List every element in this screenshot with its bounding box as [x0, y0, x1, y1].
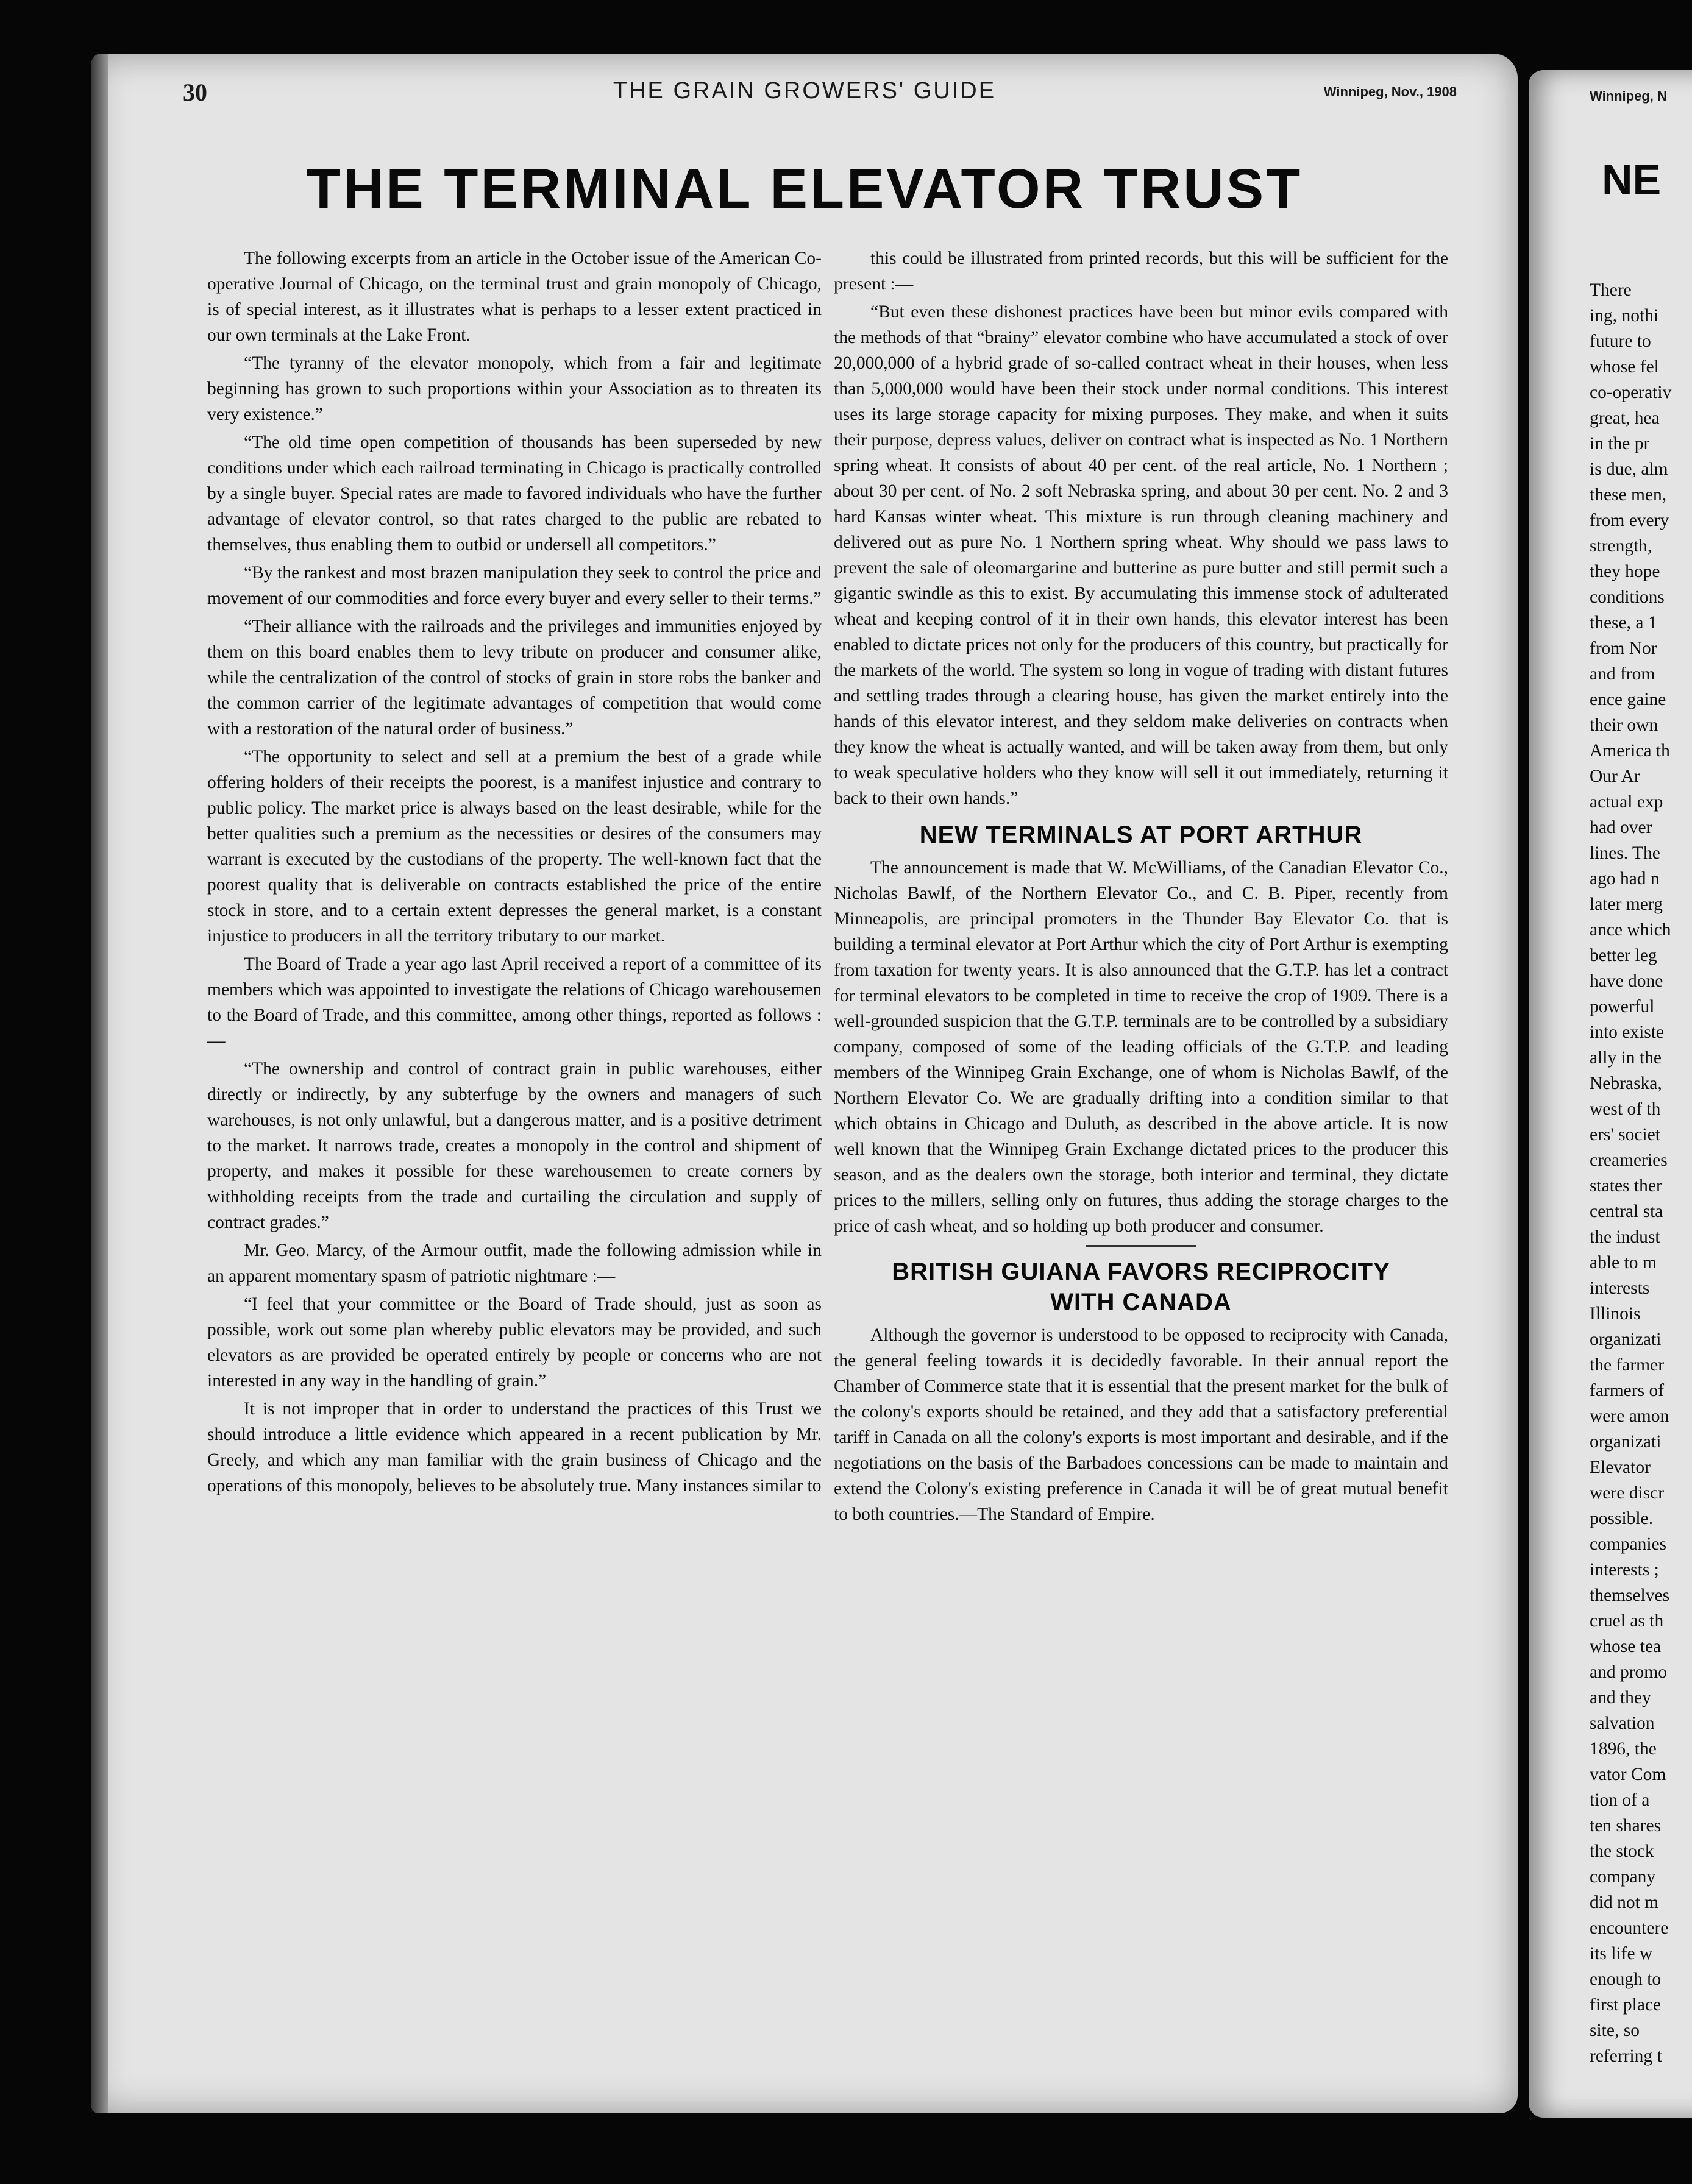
paragraph: “The tyranny of the elevator monopoly, which from a fair and legitimate beginning has grown to such proportions within your Association as to threaten its very existence.”	[207, 353, 822, 424]
paragraph: “Their alliance with the railroads and the privileges and immunities enjoyed by them on this board enables them to levy tribute on producer and consumer alike, while the centralization of the control of stocks of grain in store robs the banker and the common carrier of the legitimate advantages of competition that would come with a restoration of the natural order of business.”	[207, 617, 822, 739]
next-page-line: these, a 1	[1590, 613, 1657, 633]
next-page-line: central sta	[1590, 1202, 1663, 1221]
section-title-guiana	[834, 1257, 1448, 1317]
paragraph: Mr. Geo. Marcy, of the Armour outfit, made the following admission while in an apparent momentary spasm of patriotic nightmare :—	[207, 1241, 822, 1286]
next-page-line: Elevator	[1590, 1458, 1651, 1477]
next-page-line: were amon	[1590, 1406, 1669, 1426]
next-page-line: ally in the	[1590, 1048, 1662, 1068]
next-page-line: they hope	[1590, 562, 1660, 581]
next-page-line: the indust	[1590, 1227, 1660, 1247]
paragraph: The announcement is made that W. McWilliams, of the Canadian Elevator Co., Nicholas Bawlf, of the Northern Elevator Co., and C. B. Piper, recently from Minneapolis, are principal promoters in the Thunder Bay Elevator Co. that is building a terminal elevator at Port Arthur which the city of Port Arthur is exempting from taxation for twenty years. It is also announced that the G.T.P. has let a contract for terminal elevators to be completed in time to receive the crop of 1909. There is a well-grounded suspicion that the G.T.P. terminals are to be controlled by a subsidiary company, composed of some of the leading officials of the G.T.P. and leading members of the Winnipeg Grain Exchange, one of whom is Nicholas Bawlf, of the Northern Elevator Co. We are gradually drifting into a condition similar to that which obtains in Chicago and Duluth, as described in the above article. It is now well known that the Winnipeg Grain Exchange dictated prices to the producer this season, and as the dealers own the storage, both interior and terminal, they dictate prices to the millers, selling only on futures, thus adding the storage charges to the price of cash wheat, and so holding up both producer and consumer.	[834, 858, 1448, 1236]
next-page-line: ance which	[1590, 920, 1671, 940]
next-page-line: creameries	[1590, 1150, 1668, 1170]
next-page-line: referring t	[1590, 2046, 1662, 2066]
page-gutter	[91, 54, 108, 2113]
next-page-line: organizati	[1590, 1432, 1662, 1452]
next-page-line: tion of a	[1590, 1790, 1650, 1810]
next-page-line: There	[1590, 280, 1632, 300]
next-page-line: Illinois	[1590, 1304, 1641, 1324]
next-page-line: farmers of	[1590, 1381, 1665, 1400]
next-page-line: from every	[1590, 511, 1669, 530]
next-page-line: site, so	[1590, 2021, 1640, 2040]
next-page-line: Nebraska,	[1590, 1074, 1662, 1093]
right-column	[834, 246, 1448, 1530]
next-page-line: America th	[1590, 741, 1670, 760]
next-page-line: whose fel	[1590, 357, 1659, 377]
next-page-line: and from	[1590, 664, 1655, 684]
paragraph: It is not improper that in order to understand the practices of this Trust we should introduce a little evidence which appeared in a recent publication by Mr. Greely, and which any man familiar with the grain business of Chicago and the operations of this monopoly, believes to be absolutely true. Many instances similar to	[207, 1399, 822, 1495]
next-page-line: encountere	[1590, 1918, 1669, 1938]
issue-date: Winnipeg, Nov., 1908	[1323, 84, 1457, 99]
next-page-line: were discr	[1590, 1483, 1665, 1503]
next-page-line: actual exp	[1590, 792, 1663, 812]
next-page-line: ence gaine	[1590, 690, 1666, 709]
section-title-line: WITH CANADA	[1050, 1289, 1232, 1316]
paragraph: “But even these dishonest practices have been but minor evils compared with the methods of that “brainy” elevator combine who have accumulated a stock of over 20,000,000 of a hybrid grade of so-called contract wheat in their houses, when less than 5,000,000 would have been their stock under normal conditions. This interest uses its large storage capacity for mixing purposes. They make, and when it suits their purpose, depress values, deliver on contract what is inspected as No. 1 Northern spring wheat. It consists of about 40 per cent. of the real article, No. 1 Northern ; about 30 per cent. of No. 2 soft Nebraska spring, and about 30 per cent. No. 2 and 3 hard Kansas winter wheat. This mixture is run through cleaning machinery and delivered out as pure No. 1 Northern spring wheat. Why should we pass laws to prevent the sale of oleomargarine and butterine as pure butter and still permit such a gigantic swindle as this to exist. By accumulating this immense stock of adulterated wheat and keeping control of it in their own hands, this elevator interest has been enabled to dictate prices not only for the producers of this country, but practically for the markets of the world. The system so long in vogue of trading with distant futures and settling trades through a clearing house, has given the market entirely into the hands of this elevator interest, and they seldom make deliveries on contracts when they know the wheat is actually wanted, and will be taken away from them, but only to weak speculative holders who they know will sell it out immediately, returning it back to their own hands.”	[834, 302, 1448, 808]
next-page-line: later merg	[1590, 895, 1663, 914]
paragraph: “The opportunity to select and sell at a premium the best of a grade while offering holders of their receipts the poorest, is a manifest injustice and contrary to public policy. The market price is always based on the least desirable, while for the better qualities such a premium as the necessities or desires of the consumers may warrant is executed by the custodians of the property. The well-known fact that the poorest quality that is deliverable on contracts established the price of the entire stock in store, and to a certain extent depresses the general market, is a constant injustice to producers in all the territory tributary to our market.	[207, 747, 822, 946]
next-page-line: interests ;	[1590, 1560, 1659, 1580]
next-page-line: powerful	[1590, 997, 1655, 1016]
next-page-line: did not m	[1590, 1893, 1659, 1912]
next-page-line: companies	[1590, 1534, 1667, 1554]
paragraph: Although the governor is understood to be opposed to reciprocity with Canada, the general feeling towards it is decidedly favorable. In their annual report the Chamber of Commerce state that it is essential that the present market for the bulk of the colony's exports should be retained, and they add that a satisfactory preferential tariff in Canada on all the colony's exports is most important and desirable, and if the negotiations on the basis of the Barbadoes concessions can be made to maintain and extend the Colony's existing preference in Canada it will be of great mutual benefit to both countries.—The Standard of Empire.	[834, 1325, 1448, 1524]
next-page-line: have done	[1590, 971, 1663, 991]
next-page-line: ago had n	[1590, 869, 1660, 888]
next-page-line: strength,	[1590, 536, 1652, 556]
next-page-edge	[1529, 70, 1692, 2118]
paragraph: “By the rankest and most brazen manipulation they seek to control the price and movement of our commodities and force every buyer and every seller to their terms.”	[207, 563, 822, 608]
next-page-header: Winnipeg, N	[1590, 88, 1667, 104]
next-page-line: first place	[1590, 1995, 1662, 2015]
paragraph: The Board of Trade a year ago last April received a report of a committee of its members which was appointed to investigate the relations of Chicago warehousemen to the Board of Trade, and this committee, among other things, reported as follows :—	[207, 954, 822, 1051]
next-page-line: its life w	[1590, 1944, 1653, 1963]
next-page-line: and promo	[1590, 1662, 1667, 1682]
next-page-line: possible.	[1590, 1509, 1654, 1528]
article-title: THE TERMINAL ELEVATOR TRUST	[306, 158, 1303, 220]
next-page-line: organizati	[1590, 1330, 1662, 1349]
paragraph: “The old time open competition of thousands has been superseded by new conditions under which each railroad terminating in Chicago is practically controlled by a single buyer. Special rates are made to favored individuals who have the further advantage of elevator control, so that rates charged to the public are rebated to themselves, thus enabling them to outbid or undersell all competitors.”	[207, 433, 822, 555]
next-page-line: ers' societ	[1590, 1125, 1660, 1144]
next-page-line: salvation	[1590, 1714, 1655, 1733]
next-page-line: the farmer	[1590, 1355, 1665, 1375]
next-page-line: co-operativ	[1590, 383, 1672, 402]
next-page-line: lines. The	[1590, 843, 1660, 863]
left-column	[207, 246, 822, 1501]
next-page-line: in the pr	[1590, 434, 1650, 453]
next-page-line: had over	[1590, 818, 1652, 837]
next-page-line: 1896, the	[1590, 1739, 1657, 1759]
section-title-line: BRITISH GUIANA FAVORS RECIPROCITY	[892, 1258, 1390, 1285]
next-page-line: whose tea	[1590, 1637, 1662, 1656]
section-divider	[1086, 1245, 1196, 1247]
next-page-line: states ther	[1590, 1176, 1662, 1196]
next-page-line: future to	[1590, 332, 1651, 351]
next-page-line: and they	[1590, 1688, 1651, 1707]
next-page-line: cruel as th	[1590, 1611, 1664, 1631]
next-page-line: conditions	[1590, 587, 1665, 607]
next-page-line: interests	[1590, 1278, 1650, 1298]
newspaper-masthead: THE GRAIN GROWERS' GUIDE	[613, 78, 997, 104]
next-page-text	[1590, 277, 1671, 2069]
next-page-line: their own	[1590, 715, 1658, 735]
next-page-line: into existe	[1590, 1023, 1665, 1042]
section-title-port-arthur: NEW TERMINALS AT PORT ARTHUR	[919, 821, 1363, 848]
next-page-line: great, hea	[1590, 408, 1660, 428]
next-page-line: better leg	[1590, 946, 1657, 965]
paragraph: The following excerpts from an article in the October issue of the American Co-operative Journal of Chicago, on the terminal trust and grain monopoly of Chicago, is of special interest, as it illustrates what is perhaps to a lesser extent practiced in our own terminals at the Lake Front.	[207, 249, 822, 345]
next-page-line: enough to	[1590, 1970, 1662, 1989]
page-number: 30	[183, 79, 207, 106]
next-page-line: Our Ar	[1590, 767, 1640, 786]
next-page-line: west of th	[1590, 1099, 1661, 1119]
next-page-line: is due, alm	[1590, 459, 1668, 479]
newspaper-page	[91, 54, 1518, 2113]
paragraph: this could be illustrated from printed records, but this will be sufficient for the present :—	[834, 249, 1448, 294]
next-page-line: vator Com	[1590, 1765, 1666, 1784]
next-page-line: themselves	[1590, 1586, 1670, 1605]
next-page-line: the stock	[1590, 1842, 1654, 1861]
next-page-line: these men,	[1590, 485, 1667, 505]
paragraph: “The ownership and control of contract grain in public warehouses, either directly or indirectly, by any subterfuge by the owners and managers of such warehouses, is not only unlawful, but a dangerous matter, and is a positive detriment to the market. It narrows trade, creates a monopoly in the control and shipment of property, and makes it possible for these warehousemen to create corners by withholding receipts from the trade and curtailing the circulation and supply of contract grades.”	[207, 1059, 822, 1232]
next-page-title: NE	[1602, 156, 1662, 204]
paragraph: “I feel that your committee or the Board of Trade should, just as soon as possible, work out some plan whereby public elevators may be provided, and such elevators as are provided be operated entirely by people or concerns who are not interested in any way in the handling of grain.”	[207, 1294, 822, 1391]
next-page-line: ing, nothi	[1590, 306, 1659, 325]
next-page-line: from Nor	[1590, 639, 1657, 658]
next-page-line: company	[1590, 1867, 1656, 1887]
next-page-line: ten shares	[1590, 1816, 1662, 1835]
next-page-line: able to m	[1590, 1253, 1657, 1272]
